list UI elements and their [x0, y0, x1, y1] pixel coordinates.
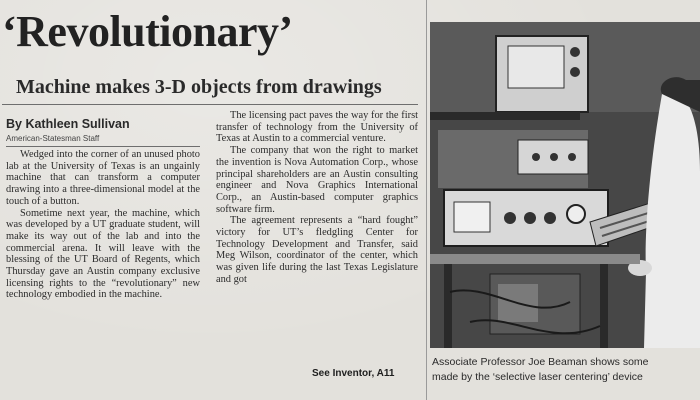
article-column-2	[216, 110, 418, 286]
paragraph: Sometime next year, the machine, which was developed by a UT graduate student, will make its way out of the lab and into the commercial arena. It will leave with the blessing of the UT Board of Regents, which Thursday gave an Austin company exclusive licensing rights to the “revolutionary” new technology embodied in the machine.	[6, 207, 200, 301]
column-divider	[426, 0, 427, 400]
paragraph: The licensing pact paves the way for the first transfer of technology from the University of Texas at Austin to a commercial venture.	[216, 110, 418, 145]
caption-line: made by the ‘selective laser centering’ device	[432, 371, 643, 383]
byline-affiliation: American-Statesman Staff	[6, 134, 100, 143]
headline: ‘Revolutionary’	[2, 7, 293, 56]
jump-reference: See Inventor, A11	[312, 368, 395, 379]
paragraph: Wedged into the corner of an unused photo lab at the University of Texas is an ungainly machine that can transform a computer drawing into a three-dimensional model at the touch of a button.	[6, 149, 200, 207]
caption-line: Associate Professor Joe Beaman shows some	[432, 356, 649, 368]
paragraph: The company that won the right to market the invention is Nova Automation Corp., whose principal shareholders are an Austin consulting engineer and Nova Graphics International Corp., an Austin-based computer graphics software firm.	[216, 145, 418, 215]
photo-illustration	[430, 22, 700, 348]
photo-caption	[432, 355, 700, 395]
paragraph: The agreement represents a “hard fought” victory for UT’s fledgling Center for Technology Development and Transfer, said Meg Wilson, coordinator of the center, which was given life during the last Texas Legislature and got	[216, 215, 418, 285]
byline: By Kathleen Sullivan	[6, 117, 130, 131]
article-column-1	[6, 149, 200, 301]
photo-lab-equipment	[430, 22, 700, 348]
subheadline: Machine makes 3-D objects from drawings	[16, 76, 382, 98]
subhead-rule	[2, 104, 418, 105]
byline-rule	[6, 146, 200, 147]
